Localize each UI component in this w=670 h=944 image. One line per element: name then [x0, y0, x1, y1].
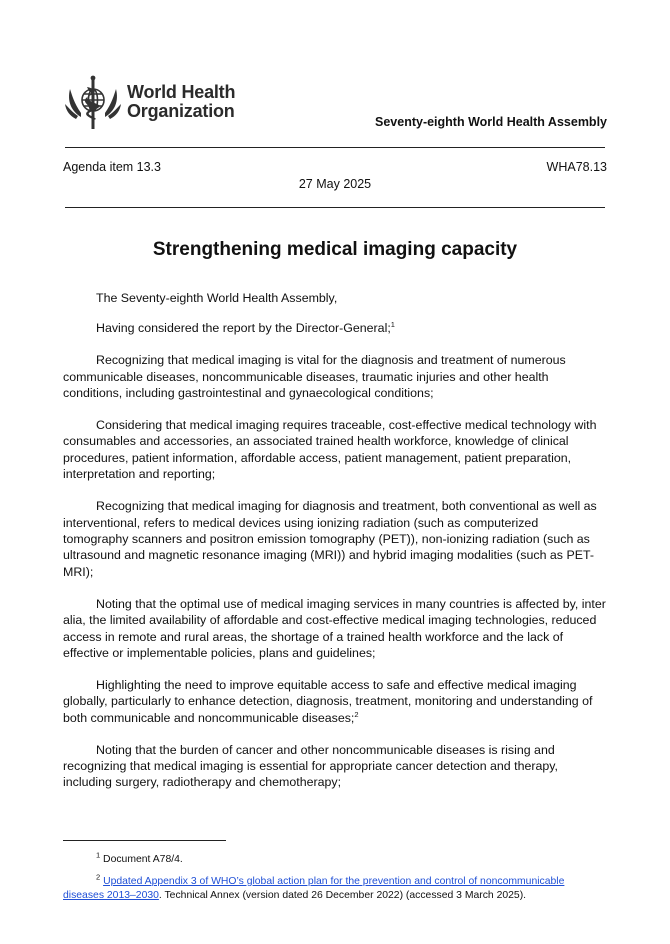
paragraph-6: Noting that the optimal use of medical imaging services in many countries is affected by, inter alia, the limited availability of affordable and cost-effective medical imaging technologies, reduced access in remote and rural areas, the shortage of a trained health workforce and the lack of effective or implementable policies, plans and guidelines; [63, 596, 606, 660]
footnote-mark-1: 1 [96, 850, 101, 860]
document-header [63, 73, 607, 135]
resolution-body [63, 290, 607, 805]
footnote-1: $^1$ Document A78/4. [96, 850, 183, 865]
footnote-ref-1[interactable]: 1 [390, 320, 395, 330]
document-number: WHA78.13 [546, 160, 607, 174]
paragraph-3: Recognizing that medical imaging is vital for the diagnosis and treatment of numerous communicable diseases, noncommunicable diseases, traumatic injuries and other health conditions, including gastrointestinal and gynaecological conditions; [63, 353, 566, 401]
paragraph-8: Noting that the burden of cancer and other noncommunicable diseases is rising and recognizing that medical imaging is essential for appropriate cancer detection and therapy, including surgery, radiotherapy and chemotherapy; [63, 742, 558, 790]
footnote-2-link[interactable]: Updated Appendix 3 of WHO’s global action plan for the prevention and control of noncommunicable diseases 2013–2030 [63, 876, 565, 901]
org-name-line1: World Health [127, 82, 236, 102]
who-emblem-icon [63, 73, 125, 133]
document-date: 27 May 2025 [298, 177, 372, 191]
footnote-ref-2[interactable]: 2 [354, 709, 359, 719]
agenda-item: Agenda item 13.3 [63, 160, 161, 174]
footnote-2: $^2$ Updated Appendix 3 of WHO’s global action plan for the prevention and control of noncommunicable diseases 2013–2030. Technical Annex (version dated 26 December 2022) (accessed 3 March 2025). [63, 872, 565, 901]
footnotes [63, 850, 607, 911]
document-title: Strengthening medical imaging capacity [152, 239, 518, 260]
paragraph-7: Highlighting the need to improve equitable access to safe and effective medical imaging globally, particularly to enhance detection, diagnosis, treatment, monitoring and understanding of both communicable and noncommunicable diseases;$^2$ [63, 677, 593, 725]
assembly-name: Seventy-eighth World Health Assembly [375, 115, 607, 129]
paragraph-4: Considering that medical imaging requires traceable, cost-effective medical technology with consumables and accessories, an associated trained health workforce, knowledge of clinical procedures, patient information, affordable access, patient management, patient preparation, interpretation and reporting; [63, 418, 597, 482]
footnote-divider [63, 840, 226, 841]
paragraph-5: Recognizing that medical imaging for diagnosis and treatment, both conventional as well as interventional, refers to medical devices using ionizing radiation (such as computerized tomography scanners and positron emission tomography (PET)), non-ionizing radiation (such as ultrasound and magnetic resonance imaging (MRI)) and hybrid imaging modalities (such as PET-MRI); [63, 499, 597, 579]
org-name-line2: Organization [127, 101, 235, 121]
header-divider [65, 147, 605, 148]
paragraph-2: Having considered the report by the Director-General;$^1$ [96, 320, 395, 336]
meta-divider [65, 207, 605, 208]
paragraph-1: The Seventy-eighth World Health Assembly, [96, 291, 338, 305]
footnote-mark-2: 2 [96, 872, 101, 882]
